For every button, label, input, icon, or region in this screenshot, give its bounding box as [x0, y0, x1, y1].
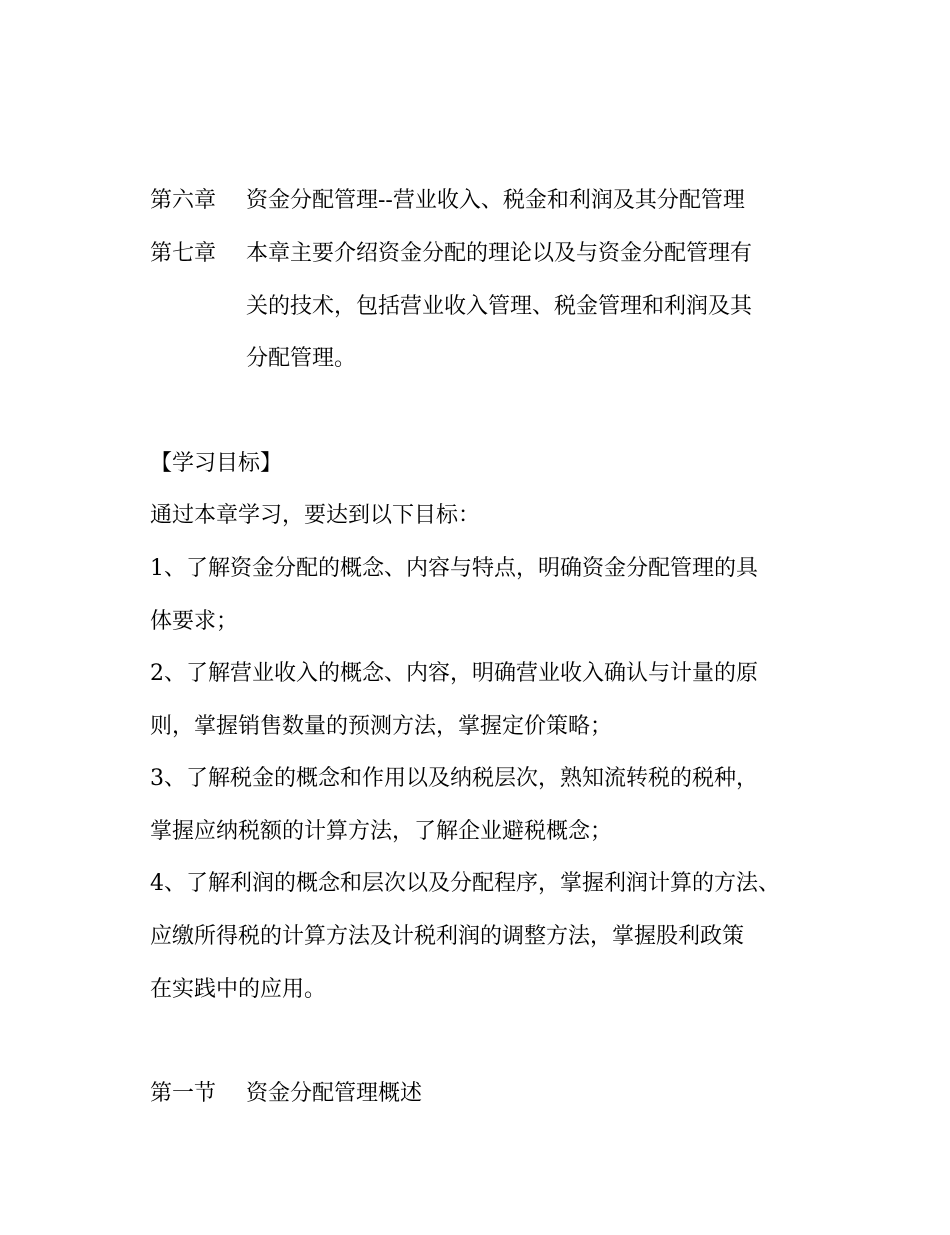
section-one-label: 第一节: [150, 1081, 217, 1106]
objectives-heading: 【学习目标】: [150, 451, 283, 476]
objective-line: 体要求；: [150, 609, 239, 634]
objectives-lead: 通过本章学习，要达到以下目标：: [150, 503, 481, 528]
objective-line: 在实践中的应用。: [150, 977, 327, 1002]
chapter-seven-heading: [150, 240, 752, 268]
objective-line: 4、了解利润的概念和层次以及分配程序，掌握利润计算的方法、: [150, 871, 780, 896]
chapter-seven-intro-line-2: 关的技术，包括营业收入管理、税金管理和利润及其: [246, 294, 753, 319]
chapter-seven-intro-line-1: 本章主要介绍资金分配的理论以及与资金分配管理有: [246, 241, 753, 266]
objective-line: 3、了解税金的概念和作用以及纳税层次，熟知流转税的税种，: [150, 766, 758, 791]
section-one-heading: [150, 1080, 422, 1108]
section-one-title: 资金分配管理概述: [246, 1081, 423, 1106]
objective-line: 2、了解营业收入的概念、内容，明确营业收入确认与计量的原: [150, 661, 758, 686]
chapter-six-title: 资金分配管理--营业收入、税金和利润及其分配管理: [246, 188, 745, 213]
chapter-seven-intro-line-3: 分配管理。: [246, 346, 357, 371]
objective-line: 1、了解资金分配的概念、内容与特点，明确资金分配管理的具: [150, 556, 758, 581]
chapter-six-label: 第六章: [150, 188, 217, 213]
objective-line: 应缴所得税的计算方法及计税利润的调整方法，掌握股利政策: [150, 924, 745, 949]
chapter-six-heading: [150, 187, 745, 215]
chapter-seven-label: 第七章: [150, 241, 217, 266]
objective-line: 掌握应纳税额的计算方法，了解企业避税概念；: [150, 819, 613, 844]
objective-line: 则，掌握销售数量的预测方法，掌握定价策略；: [150, 714, 613, 739]
